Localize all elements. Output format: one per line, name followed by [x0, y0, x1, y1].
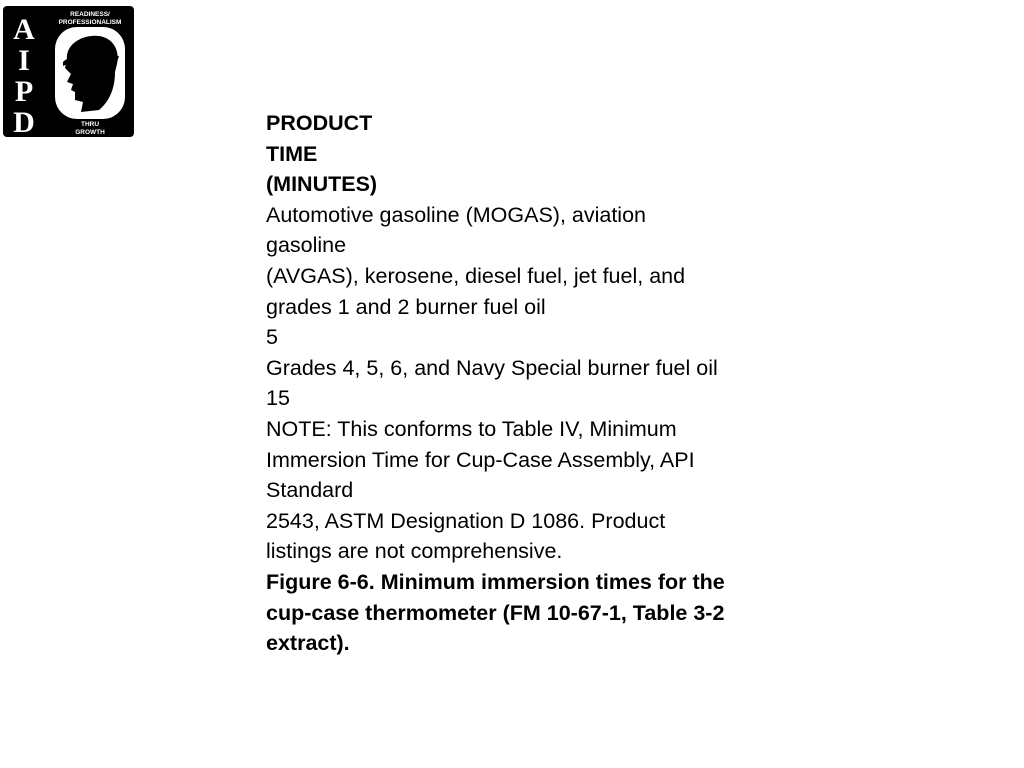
- table-row: [266, 353, 766, 414]
- logo-letter-i: I: [18, 44, 30, 77]
- logo-bottom-text-1: THRU: [80, 121, 100, 128]
- note-line: Immersion Time for Cup-Case Assembly, API: [266, 447, 695, 472]
- row-1-product-line: (AVGAS), kerosene, diesel fuel, jet fuel, and: [266, 263, 686, 288]
- logo-letter-d: D: [13, 106, 35, 137]
- aipd-logo: [3, 6, 134, 137]
- row-1-product-line: Automotive gasoline (MOGAS), aviation: [266, 202, 646, 227]
- row-1-product-line: grades 1 and 2 burner fuel oil: [266, 294, 546, 319]
- logo-top-text-1: READINESS/: [70, 11, 110, 18]
- note-line: Standard: [266, 478, 354, 503]
- note-line: NOTE: This conforms to Table IV, Minimum: [266, 416, 677, 441]
- logo-bottom-text-2: GROWTH: [75, 129, 105, 136]
- note-line: listings are not comprehensive.: [266, 539, 563, 564]
- header-time: TIME: [266, 141, 318, 166]
- caption-line: extract).: [266, 631, 350, 656]
- row-2-product-line: Grades 4, 5, 6, and Navy Special burner fuel oil: [266, 355, 718, 380]
- table-note: [266, 414, 766, 567]
- header-product: PRODUCT: [266, 111, 373, 135]
- aipd-logo-graphic: [3, 6, 134, 137]
- document-content: [266, 108, 766, 659]
- caption-line: Figure 6-6. Minimum immersion times for the: [266, 569, 725, 594]
- table-header: [266, 108, 766, 200]
- logo-top-text-2: PROFESSIONALISM: [58, 19, 122, 26]
- row-1-product-line: gasoline: [266, 233, 347, 258]
- table-row: [266, 200, 766, 353]
- note-line: 2543, ASTM Designation D 1086. Product: [266, 508, 666, 533]
- row-1-time: 5: [266, 325, 278, 350]
- row-2-time: 15: [266, 386, 290, 411]
- header-minutes: (MINUTES): [266, 172, 378, 197]
- caption-line: cup-case thermometer (FM 10-67-1, Table 3-2: [266, 600, 725, 625]
- logo-letter-a: A: [13, 13, 35, 46]
- figure-caption: [266, 567, 766, 659]
- logo-letter-p: P: [14, 75, 34, 108]
